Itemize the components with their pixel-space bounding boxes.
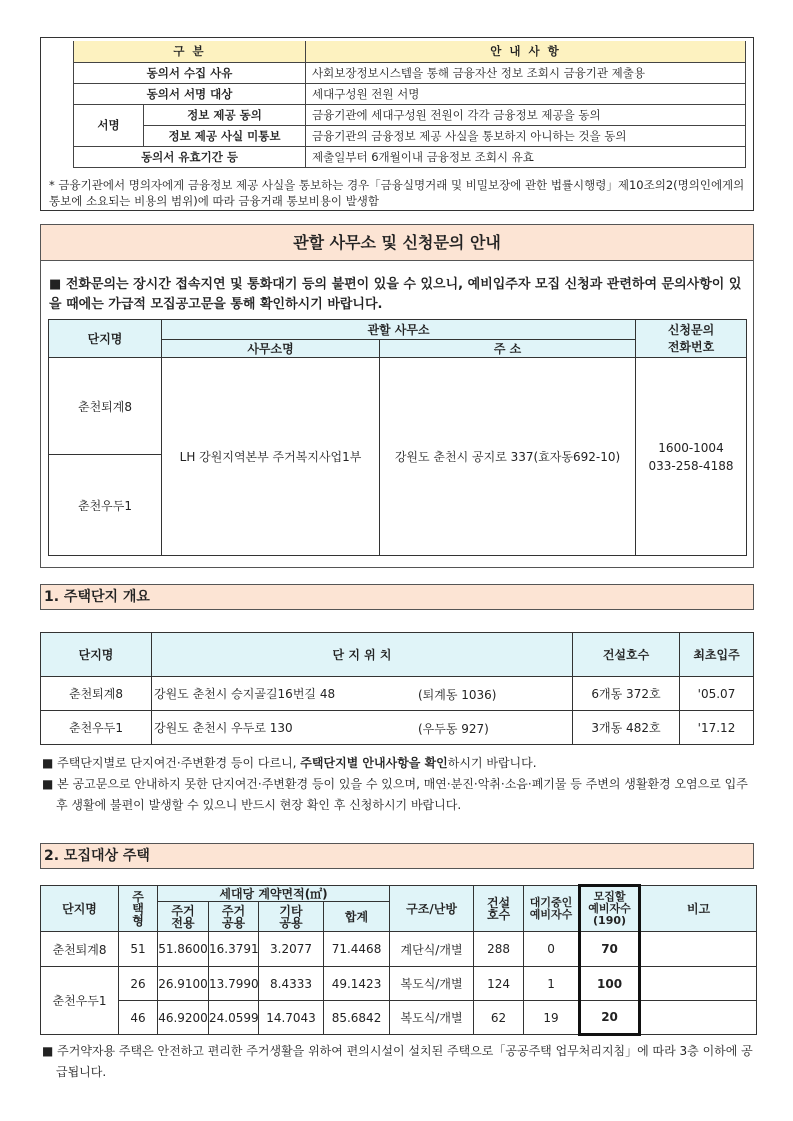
complex-first-move-in: '05.07 xyxy=(680,677,754,711)
housing-structure: 복도식/개별 xyxy=(390,967,474,1001)
consent-value: 제출일부터 6개월이내 금융정보 조회시 유효 xyxy=(306,146,746,167)
office-header-address: 주 소 xyxy=(380,340,636,358)
complex-first-move-in: '17.12 xyxy=(680,711,754,745)
office-header-complex: 단지명 xyxy=(49,320,162,358)
office-table xyxy=(48,319,747,556)
consent-box xyxy=(40,37,754,211)
housing-other: 3.2077 xyxy=(259,932,324,967)
complex-units: 3개동 482호 xyxy=(573,711,680,745)
housing-remark xyxy=(640,932,757,967)
consent-label: 동의서 유효기간 등 xyxy=(74,146,306,167)
housing-shared: 13.7990 xyxy=(209,967,259,1001)
office-section-box xyxy=(40,260,754,568)
housing-other: 8.4333 xyxy=(259,967,324,1001)
housing-exclusive: 46.9200 xyxy=(158,1001,209,1035)
housing-other: 14.7043 xyxy=(259,1001,324,1035)
complex-header-first: 최초입주 xyxy=(680,633,754,677)
housing-header-exclusive: 주거 전용 xyxy=(158,902,209,932)
table-row xyxy=(41,1001,757,1035)
housing-total: 49.1423 xyxy=(324,967,390,1001)
table-row xyxy=(41,967,757,1001)
complex-overview-table xyxy=(40,632,754,745)
consent-label: 동의서 서명 대상 xyxy=(74,83,306,104)
housing-recruit: 70 xyxy=(580,932,640,967)
section-1-title: 1. 주택단지 개요 xyxy=(40,584,754,610)
office-name: LH 강원지역본부 주거복지사업1부 xyxy=(162,358,380,556)
housing-header-total: 합계 xyxy=(324,902,390,932)
housing-complex: 춘천퇴계8 xyxy=(41,932,119,967)
complex-lot: (퇴계동 1036) xyxy=(418,688,497,702)
complex-header-name: 단지명 xyxy=(41,633,152,677)
office-address: 강원도 춘천시 공지로 337(효자동692-10) xyxy=(380,358,636,556)
housing-structure: 계단식/개별 xyxy=(390,932,474,967)
bullet-item: ■ 본 공고문으로 안내하지 못한 단지여건·주변환경 등이 있을 수 있으며, 매연·분진·악취·소음·폐기물 등 주변의 생활환경 오염으로 입주 후 생활에 불편이 발생할 수 있으니 반드시 현장 확인 후 신청하시기 바랍니다. xyxy=(42,777,748,812)
consent-table xyxy=(73,41,746,168)
housing-header-recruit: 모집할 예비자수 (190) xyxy=(580,886,640,932)
consent-header-info: 안 내 사 항 xyxy=(306,41,746,62)
housing-type: 46 xyxy=(119,1001,158,1035)
housing-header-remark: 비고 xyxy=(640,886,757,932)
bullet-item: ■ 주거약자용 주택은 안전하고 편리한 주거생활을 위하여 편의시설이 설치된 주택으로「공공주택 업무처리지침」에 따라 3층 이하에 공급됩니다. xyxy=(42,1044,753,1079)
housing-table xyxy=(40,884,757,1036)
complex-units: 6개동 372호 xyxy=(573,677,680,711)
consent-label: 동의서 수집 사유 xyxy=(74,62,306,83)
housing-total: 85.6842 xyxy=(324,1001,390,1035)
complex-lot: (우두동 927) xyxy=(418,722,489,736)
bullet-text: 주거약자용 주택은 안전하고 편리한 주거생활을 위하여 편의시설이 설치된 주택으로「공공주택 업무처리지침」에 따라 3층 이하에 공급됩니다. xyxy=(56,1044,753,1079)
housing-shared: 16.3791 xyxy=(209,932,259,967)
office-header-office-name: 사무소명 xyxy=(162,340,380,358)
office-phone-1: 1600-1004 xyxy=(658,440,724,455)
housing-header-other: 기타 공용 xyxy=(259,902,324,932)
housing-recruit: 100 xyxy=(580,967,640,1001)
office-header-phone: 신청문의 전화번호 xyxy=(636,320,747,358)
table-row xyxy=(41,711,754,745)
consent-value: 세대구성원 전원 서명 xyxy=(306,83,746,104)
housing-header-area: 세대당 계약면적(㎡) xyxy=(158,886,390,902)
housing-waiting: 19 xyxy=(524,1001,580,1035)
housing-waiting: 0 xyxy=(524,932,580,967)
housing-shared: 24.0599 xyxy=(209,1001,259,1035)
consent-value: 사회보장정보시스템을 통해 금융자산 정보 조회시 금융기관 제출용 xyxy=(306,62,746,83)
consent-footnote: * 금융기관에서 명의자에게 금융정보 제공 사실을 통보하는 경우「금융실명거래 및 비밀보장에 관한 법률시행령」제10조의2(명의인에게의 통보에 소요되는 비용의 범위)에 따라 금융거래 통보비용이 발생함 xyxy=(49,178,745,208)
table-row xyxy=(41,677,754,711)
consent-value: 금융기관에 세대구성원 전원이 각각 금융정보 제공을 동의 xyxy=(306,104,746,125)
table-row xyxy=(41,932,757,967)
housing-complex: 춘천우두1 xyxy=(41,967,119,1035)
section-2-bullets xyxy=(42,1041,754,1083)
consent-value: 금융기관의 금융정보 제공 사실을 통보하지 아니하는 것을 동의 xyxy=(306,125,746,146)
housing-header-complex: 단지명 xyxy=(41,886,119,932)
housing-units: 288 xyxy=(474,932,524,967)
housing-remark xyxy=(640,1001,757,1035)
consent-label: 정보 제공 동의 xyxy=(144,104,306,125)
bullet-text: 하시기 바랍니다. xyxy=(447,756,537,770)
housing-remark xyxy=(640,967,757,1001)
housing-total: 71.4468 xyxy=(324,932,390,967)
complex-address: 강원도 춘천시 우두로 130 xyxy=(154,721,293,735)
complex-location xyxy=(152,711,573,745)
consent-group-sign: 서명 xyxy=(74,104,144,146)
housing-header-shared: 주거 공용 xyxy=(209,902,259,932)
housing-units: 62 xyxy=(474,1001,524,1035)
housing-type: 26 xyxy=(119,967,158,1001)
section-1-bullets xyxy=(42,753,754,816)
housing-recruit: 20 xyxy=(580,1001,640,1035)
office-complex-name: 춘천퇴계8 xyxy=(49,358,162,455)
housing-type: 51 xyxy=(119,932,158,967)
housing-waiting: 1 xyxy=(524,967,580,1001)
housing-units: 124 xyxy=(474,967,524,1001)
housing-header-type: 주 택 형 xyxy=(119,886,158,932)
section-2-title: 2. 모집대상 주택 xyxy=(40,843,754,869)
housing-exclusive: 26.9100 xyxy=(158,967,209,1001)
housing-exclusive: 51.8600 xyxy=(158,932,209,967)
office-section-title: 관할 사무소 및 신청문의 안내 xyxy=(40,224,754,260)
bullet-text: 본 공고문으로 안내하지 못한 단지여건·주변환경 등이 있을 수 있으며, 매연·분진·악취·소음·폐기물 등 주변의 생활환경 오염으로 입주 후 생활에 불편이 발생할 수 있으니 반드시 현장 확인 후 신청하시기 바랍니다. xyxy=(56,777,748,812)
consent-header-category: 구 분 xyxy=(74,41,306,62)
office-header-office: 관할 사무소 xyxy=(162,320,636,340)
office-notice: ■ 전화문의는 장시간 접속지연 및 통화대기 등의 불편이 있을 수 있으니, 예비입주자 모집 신청과 관련하여 문의사항이 있을 때에는 가급적 모집공고문을 통해 확인하시기 바랍니다. xyxy=(49,277,742,312)
office-notice-text: 전화문의는 장시간 접속지연 및 통화대기 등의 불편이 있을 수 있으니, 예비입주자 모집 신청과 관련하여 문의사항이 있을 때에는 가급적 모집공고문을 통해 확인하시기 바랍니다. xyxy=(49,277,742,312)
complex-header-location: 단 지 위 치 xyxy=(152,633,573,677)
office-complex-name: 춘천우두1 xyxy=(49,455,162,556)
bullet-text: 주택단지별로 단지여건·주변환경 등이 다르니, xyxy=(57,756,301,770)
housing-header-structure: 구조/난방 xyxy=(390,886,474,932)
housing-header-units: 건설 호수 xyxy=(474,886,524,932)
office-phone xyxy=(636,358,747,556)
complex-name: 춘천우두1 xyxy=(41,711,152,745)
complex-location xyxy=(152,677,573,711)
office-phone-2: 033-258-4188 xyxy=(648,458,734,473)
housing-structure: 복도식/개별 xyxy=(390,1001,474,1035)
bullet-emphasis: 주택단지별 안내사항을 확인 xyxy=(300,756,448,770)
bullet-item: ■ 주택단지별로 단지여건·주변환경 등이 다르니, 주택단지별 안내사항을 확인하시기 바랍니다. xyxy=(42,756,537,770)
consent-label: 정보 제공 사실 미통보 xyxy=(144,125,306,146)
complex-address: 강원도 춘천시 승지골길16번길 48 xyxy=(154,687,336,701)
housing-header-waiting: 대기중인 예비자수 xyxy=(524,886,580,932)
complex-header-units: 건설호수 xyxy=(573,633,680,677)
complex-name: 춘천퇴계8 xyxy=(41,677,152,711)
